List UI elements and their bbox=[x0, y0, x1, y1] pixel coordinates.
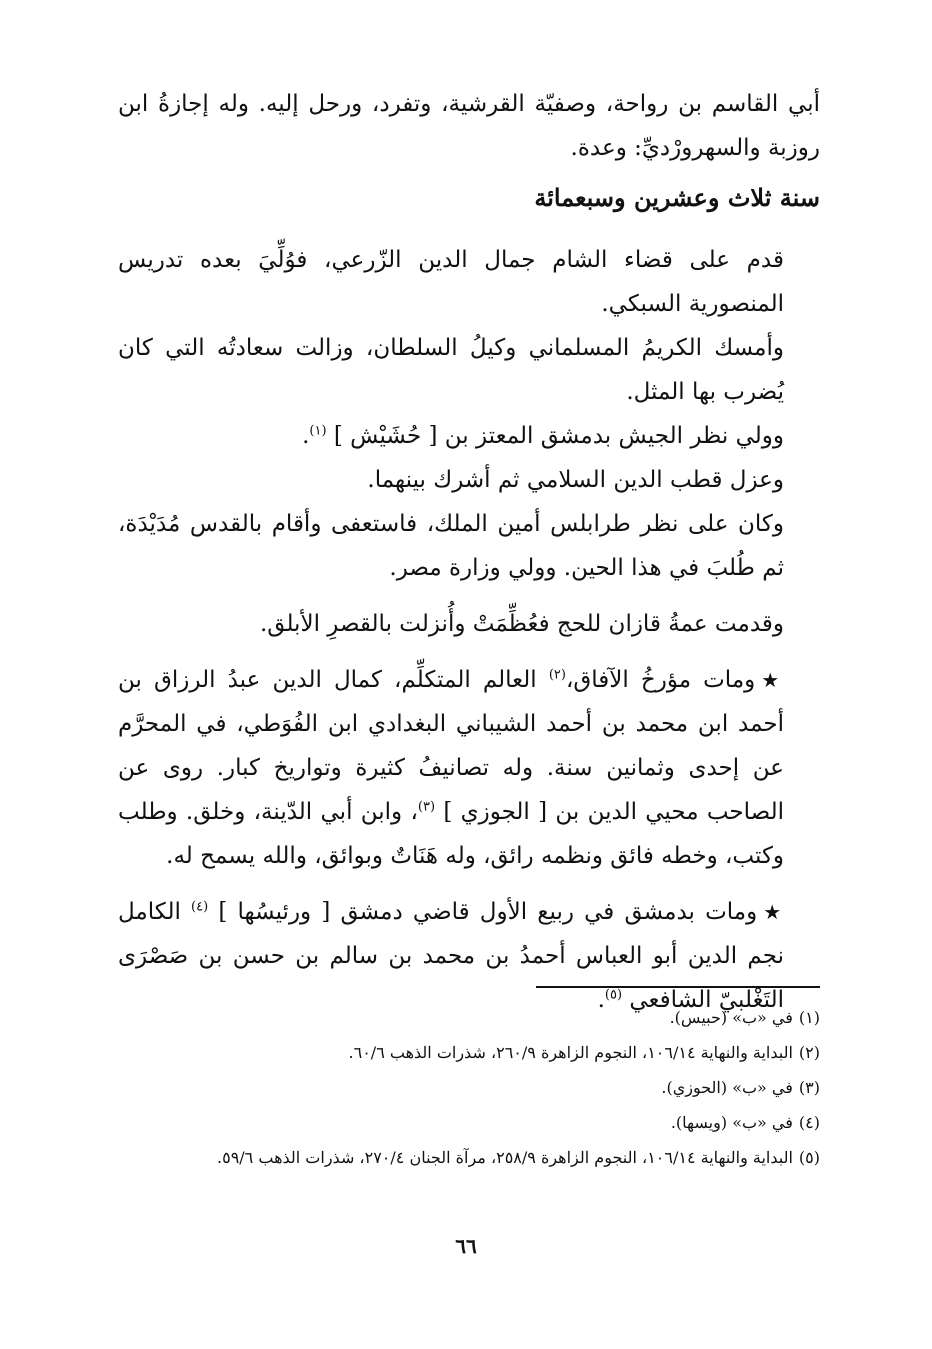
paragraph-9-end: . bbox=[597, 987, 605, 1013]
footnotes bbox=[118, 1000, 820, 1175]
footnote-ref-5: (٥) bbox=[604, 987, 623, 1003]
main-text bbox=[118, 82, 820, 1022]
footnote-divider bbox=[536, 986, 820, 988]
footnote-ref-4: (٤) bbox=[191, 899, 209, 915]
footnote-5: (٥)البداية والنهاية ١٠٦/١٤، النجوم الزاهرة ٢٥٨/٩، مرآة الجنان ٢٧٠/٤، شذرات الذهب ٥٩/٦. bbox=[217, 1148, 820, 1167]
footnote-2: (٢)البداية والنهاية ١٠٦/١٤، النجوم الزاهرة ٢٦٠/٩، شذرات الذهب ٦٠/٦. bbox=[348, 1043, 820, 1062]
paragraph-1: أبي القاسم بن رواحة، وصفيّة القرشية، وتفرد، ورحل إليه. وله إجازةُ ابن روزبة والسهرورْديِّ: وعدة. bbox=[118, 91, 820, 161]
paragraph-8-text-b: العالم المتكلِّم، كمال الدين عبدُ الرزاق بن أحمد ابن محمد بن أحمد الشيباني البغدادي ابن الفُوَطي، في المحرَّم عن إحدى وثمانين سنة. وله تصانيفُ كثيرة وتواريخ كبار. روى عن الصاحب محيي الدين بن [ الجوزي ] bbox=[118, 667, 784, 825]
star-icon: ★ bbox=[761, 668, 784, 692]
paragraph-3: وأمسك الكريمُ المسلماني وكيلُ السلطان، وزالت سعادتُه التي كان يُضرب بها المثل. bbox=[118, 335, 784, 405]
star-icon: ★ bbox=[763, 900, 785, 924]
paragraph-2: قدم على قضاء الشام جمال الدين الزّرعي، فوُلِّيَ بعده تدريس المنصورية السبكي. bbox=[118, 247, 784, 317]
paragraph-8-text-a: ومات مؤرخُ الآفاق، bbox=[565, 667, 756, 693]
footnote-1: (١)في «ب» (حبيس). bbox=[669, 1008, 820, 1027]
paragraph-8-text-c: ، وابن أبي الدّينة، وخلق. وطلب وكتب، وخطه فائق ونظمه رائق، وله هَنَاتٌ وبوائق، والله يسمح له. bbox=[118, 799, 784, 869]
footnote-ref-3: (٣) bbox=[417, 799, 436, 815]
paragraph-4-text: وولي نظر الجيش بدمشق المعتز بن [ حُشَيْش ] bbox=[333, 423, 784, 449]
paragraph-5: وعزل قطب الدين السلامي ثم أشرك بينهما. bbox=[367, 467, 784, 493]
footnote-ref-2: (٢) bbox=[548, 667, 566, 683]
paragraph-9-text-a: ومات بدمشق في ربيع الأول قاضي دمشق [ ورئيسُها ] bbox=[218, 899, 758, 925]
paragraph-8 bbox=[118, 658, 820, 878]
paragraph-4-end: . bbox=[302, 423, 310, 449]
page-number: ٦٦ bbox=[455, 1234, 477, 1258]
paragraph-7: وقدمت عمةُ قازان للحج فعُظِّمَتْ وأُنزلت بالقصرِ الأبلق. bbox=[259, 611, 784, 637]
footnote-4: (٤)في «ب» (ويسها). bbox=[670, 1113, 820, 1132]
year-heading: سنة ثلاث وعشرين وسبعمائة bbox=[534, 183, 820, 212]
paragraph-9-text-b: الكامل نجم الدين أبو العباس أحمدُ بن محمد بن سالم بن حسن بن صَصْرَى التَغْلبيّ الشافعي bbox=[118, 899, 784, 1013]
paragraph-6: وكان على نظر طرابلس أمين الملك، فاستعفى وأقام بالقدس مُدَيْدَة، ثم طُلبَ في هذا الحين. وولي وزارة مصر. bbox=[118, 511, 784, 581]
footnote-3: (٣)في «ب» (الحوزي). bbox=[661, 1078, 820, 1097]
footnote-ref-1: (١) bbox=[309, 423, 327, 439]
paragraph-4 bbox=[118, 414, 820, 458]
